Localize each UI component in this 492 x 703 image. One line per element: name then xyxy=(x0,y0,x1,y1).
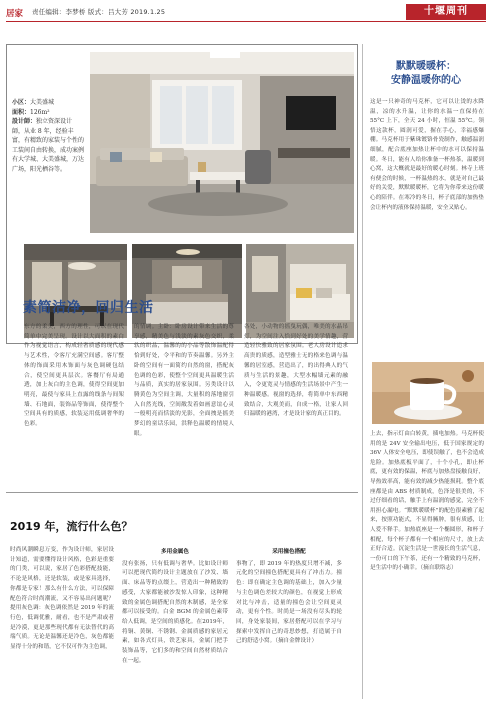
living-room-photo xyxy=(90,52,354,233)
sidebar-title-line-2: 安静温暖你的心 xyxy=(391,75,461,86)
trend-column-3-text: 事物了，即 2019 年的热度只增不减，多元化的空间撞色搭配更具有了冲击力。撞色：即在确定主色调的基础上，加入少量与主色调色差较大的颜色，在视觉上形成对比与冲击，适量的撞色会让空间更灵动，更有个性。时尚是一场没有尽头的轮回，身处家装间，家居搭配可以在学习与探索中发挥自己的奇思妙想，打造属于自己的舒适小窝。（摘自金牌设计） xyxy=(236,560,342,645)
sidebar-title-line-1: 默默暖暖杯： xyxy=(396,61,456,72)
feature-body xyxy=(24,323,350,483)
sidebar-text-2: 上去，指示灯由白转黄，插电加热。马克杯使用的是 24V 安全输出电压，低于国家规定的 36V 人体安全电压，即使误触了，也不会造成危险。加热底板平面了，十个小孔，即止杯底，更有效的保温，杯底与加热盘接触良好，导热效率高，能有效的减少热能损耗。整个底座都是由 ABS 材质制成，色泽是很美的，不过仔细看的话，触手上有温润的感觉，完全不用担心漏电。“默默暖暖杯”的配色很素雅了起来，按照功能式，不显得臃肿，很有质感，让人爱不释手。加热底座是一个椭圆形，和杯子相配，每个杯子都有一个相应的尺寸，放上去正好合适。沉淀生活是一世漫长的生活气息，一份可口的下午茶，还有一个精致的马克杯，是生活中的小确幸。（摘自联络志） xyxy=(370,431,484,572)
info-size-label: 面积： xyxy=(12,108,31,116)
sidebar-title xyxy=(366,60,486,88)
designer-info xyxy=(12,98,84,174)
info-area-value: 大美盛城 xyxy=(30,99,55,106)
trend-column-2 xyxy=(122,546,228,701)
feature-column-3: 各处，小动物的摇曳玩偶，唯美的水晶吊灯，为空间注入恰到好处的美学情趣，营造轻快雅致的居家氛围。老人房设计追求高贵的质感，造型雅士无的格来色调与温馨的居室感，营造出了，的出得典人的气质与生活的景趣，大型水幅墙元素的融入，令更宽灵与情感的生活场景中产生一种温暖感。视窗的选择，将简单中东西精致结合，大观美而，自成一格，让家人回归温暖的港湾，才是设计家的真正目的。 xyxy=(244,324,348,418)
header-divider xyxy=(6,21,486,22)
mug-photo xyxy=(372,362,484,424)
info-designer-value: 独立资深设计師，从业 8 年，经验丰富，有精致的家装与个性的工装间自由转换，成功案例有大学城、大美盛城，万达广场，阳光栖谷等。 xyxy=(12,118,85,173)
trend-column-3 xyxy=(236,546,342,701)
feature-column-1: 东方的柔美，西方的理性，可以在现代简单中完美呈现。设计以大面积的素白作为视觉语言，构成轻奢质感的现代感与艺术性，令客厅充满空间感。客厅整体的饰面采用木饰面与灰色调硬包结合，使空间更具层次。客餐厅有局通透，加上灰白的主色调，使得空间更加明亮，最使与家具上直露的线条与间架墙、石地面，装饰品等饰面，使得整个空间具有的质感，软装运用低调奢华的色彩。 xyxy=(24,324,124,428)
section-divider xyxy=(6,492,358,493)
trend-column-2-text: 没有张扬，只有低调与奢华。比如设计师可以把现代简约设计主题放在了沙发、墙面、床品等的点缀上，营造出一种精致的感受，大家都能被沙发惊人印象，这种精致的金属色调搭配自然的木制感，是全家都可以接受的。白金 BGM 的金属色素带给人低调，是空间的质感化。在2019年，将铜、黄铜、不锈钢、金属质感的家居元素，如各式灯具，铁艺家具，金属门把手装饰品等，它们多的和空间自然材质结合在一起。 xyxy=(122,560,228,664)
trend-subhead-contrast: 采用撞色搭配 xyxy=(272,549,306,555)
column-divider xyxy=(362,44,363,699)
trend-column-1-text: 时尚风潮瞬息万变，作为设计师，家居设计知道，需要懂得设计风格，色彩是重要的门类，可以说，家居了色彩搭配技能，不论是风格，还是软装，或是家具选择，你都是专家！那么有什么方法，可以保障配色符合时尚潮流，又不容易出问题呢？提用灰色调：灰色调依然是 2019 年的流行色，低调优雅，耐看，也不是严肃或者是冷漠，更是那些现代都有无法替代的高端气质。无论是温馨还是冷色，灰色都能显得十分的和谐，它不仅可作为主色调， xyxy=(10,547,114,651)
trend-body xyxy=(10,546,356,701)
info-designer-label: 設计師： xyxy=(12,118,37,125)
editor-credits: 责任编辑：李梦桥 版式：吕大芳 2019.1.25 xyxy=(32,8,166,16)
page-header xyxy=(0,0,492,22)
trend-column-1 xyxy=(10,546,114,701)
feature-column-2: 的情调。主卧：卧房设计带来生活的尊享感，精美色与浅淡的素灰色交织，柔软的织品，温馨的的小品等散饰温配得恰到好处，令平和的节奏温馨。另外主卧的空间有一面简约自然的窗，搭配灰色调的色彩，使整个空间更具温暖生活与品质，真实的居家氛围。另类设计以腾黄色为空间主调，大量积的落地窗引入自然光线，空间敞发着如画意谊心灵一般明亮而恬淡的光影，全面拽是摇美梦幻的童话乐园，洪释色温暖的情境人眼。 xyxy=(134,324,234,437)
info-area-label: 小区： xyxy=(12,99,31,106)
trend-title: 2019 年，流行什么色？ xyxy=(10,520,133,533)
masthead-logo: 十堰周刊 xyxy=(406,4,486,20)
sidebar-text-1: 这是一只神奇的马克杯，它可以让烫的水降温，凉的水升温，让你的水温一直保持在 55°C 上下，全天 24 小时，恒温 55°C。领悟这款杯，圆润可爱，握在手心，幸福感爆棚。马克杯用于紫珠镀铬骨瓷制作，触感温润细腻，配合底座加热让杯中的水可以保持温暖。冬日，能有人给你准备一杯热茶，温暖到心窝，这大概就是最好的暖心时刻。林寺上班有便会的时候，一杯温热的水，就是对自己最好的关爱，默默暖暖杯，它将为你带来这份暖心的陪伴。在寒冷的冬日，杯子底部的加热垫会让杯内的液体保持温暖，安全又贴心。 xyxy=(370,99,484,211)
info-size-value: 126m² xyxy=(30,108,50,116)
feature-title: 素简洁净，回归生活 xyxy=(23,300,154,316)
trend-subhead-metal: 多用金属色 xyxy=(161,549,189,555)
section-tag: 居家 xyxy=(6,9,24,19)
